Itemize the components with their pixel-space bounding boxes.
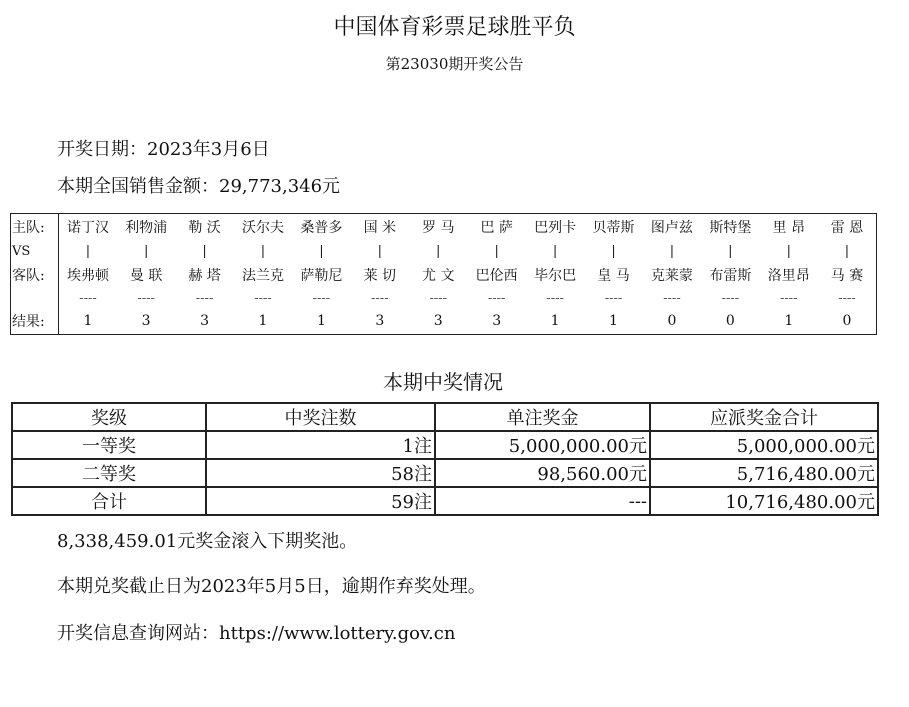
away-team: 尤 文	[422, 268, 455, 284]
prize-count: 58注	[206, 459, 435, 487]
home-team: 巴 萨	[480, 220, 513, 236]
home-team: 里 昂	[772, 220, 805, 236]
away-team: 莱 切	[363, 268, 397, 284]
match-result: 1	[258, 313, 268, 329]
prize-count: 1注	[206, 431, 435, 459]
away-team-row	[11, 262, 877, 288]
away-team: 克莱蒙	[650, 268, 693, 284]
home-team: 勒 沃	[188, 220, 221, 236]
vs-mark: |	[85, 243, 91, 259]
match-result: 3	[141, 313, 151, 329]
sales-amount: 本期全国销售金额：29,773,346元	[57, 176, 341, 197]
vs-mark: |	[260, 243, 266, 259]
prize-count: 59注	[206, 487, 435, 515]
separator-mark: ----	[195, 290, 214, 306]
vs-mark: |	[728, 243, 733, 259]
page-subtitle: 第23030期开奖公告	[385, 55, 524, 73]
header-total-prize: 应派奖金合计	[650, 403, 878, 431]
vs-mark: |	[786, 243, 791, 259]
home-team: 利物浦	[125, 220, 168, 236]
result-row	[11, 308, 877, 335]
away-team: 巴伦西	[475, 268, 518, 284]
separator-mark: ----	[663, 290, 681, 306]
away-team: 布雷斯	[709, 268, 752, 284]
separator-mark: ----	[254, 290, 272, 306]
draw-date: 开奖日期：2023年3月6日	[57, 139, 270, 160]
separator-mark: ----	[546, 290, 564, 306]
header-count: 中奖注数	[206, 403, 435, 431]
home-team: 雷 恩	[830, 220, 864, 236]
away-team: 萨勒尼	[300, 268, 343, 284]
prize-row	[12, 459, 878, 487]
vs-label: VS	[11, 240, 59, 262]
match-result: 1	[550, 313, 560, 329]
prize-level: 一等奖	[12, 431, 206, 459]
result-label: 结果:	[11, 308, 59, 335]
match-result: 3	[492, 313, 502, 329]
deadline-note: 本期兑奖截止日为2023年5月5日，逾期作弃奖处理。	[57, 576, 486, 597]
match-result: 1	[784, 313, 794, 329]
prize-row	[12, 487, 878, 515]
match-result: 3	[375, 313, 385, 329]
away-team: 毕尔巴	[534, 268, 577, 284]
match-result: 1	[609, 313, 618, 329]
home-team: 国 米	[363, 220, 397, 236]
home-team: 巴列卡	[534, 220, 577, 236]
prize-total: 5,716,480.00元	[650, 459, 878, 487]
away-team: 马 赛	[830, 268, 864, 284]
separator-mark: ----	[137, 290, 155, 306]
separator-mark: ----	[312, 290, 331, 306]
prize-total: 10,716,480.00元	[650, 487, 878, 515]
matches-table	[10, 213, 877, 335]
home-team: 罗 马	[422, 220, 455, 236]
prize-unit: ---	[435, 487, 650, 515]
match-result: 0	[667, 313, 677, 329]
vs-mark: |	[377, 243, 383, 259]
match-result: 3	[200, 313, 210, 329]
away-team: 赫 塔	[188, 268, 221, 284]
home-team: 诺丁汉	[66, 220, 109, 236]
vs-mark: |	[202, 243, 207, 259]
separator-mark: ----	[838, 290, 856, 306]
header-unit-prize: 单注奖金	[435, 403, 650, 431]
match-result: 3	[433, 313, 443, 329]
prize-unit: 5,000,000.00元	[435, 431, 650, 459]
away-team: 皇 马	[597, 268, 630, 284]
website-note: 开奖信息查询网站：https://www.lottery.gov.cn	[57, 623, 456, 644]
vs-mark: |	[494, 243, 499, 259]
separator-mark: ----	[371, 290, 389, 306]
separator-mark: ----	[604, 290, 623, 306]
away-team: 洛里昂	[767, 268, 810, 284]
separator-mark: ----	[487, 290, 506, 306]
vs-mark: |	[319, 243, 324, 259]
home-team-row	[11, 214, 877, 241]
match-result: 0	[842, 313, 852, 329]
vs-mark: |	[436, 243, 441, 259]
vs-mark: |	[669, 243, 675, 259]
prize-section-title: 本期中奖情况	[383, 370, 503, 394]
away-label: 客队:	[11, 262, 59, 288]
prize-level: 二等奖	[12, 459, 206, 487]
home-team: 斯特堡	[709, 220, 752, 236]
separator-mark: ----	[779, 290, 798, 306]
vs-mark: |	[552, 243, 558, 259]
vs-row	[11, 240, 877, 262]
match-result: 1	[83, 313, 93, 329]
home-team: 沃尔夫	[241, 220, 284, 236]
prize-unit: 98,560.00元	[435, 459, 650, 487]
away-team: 法兰克	[241, 268, 284, 284]
prize-table	[11, 402, 879, 516]
home-team: 图卢兹	[650, 220, 693, 236]
separator-label-cell	[11, 288, 59, 308]
match-result: 0	[725, 313, 735, 329]
home-team: 贝蒂斯	[592, 220, 635, 236]
page-title: 中国体育彩票足球胜平负	[333, 15, 576, 40]
vs-mark: |	[143, 243, 149, 259]
match-result: 1	[316, 313, 326, 329]
prize-total: 5,000,000.00元	[650, 431, 878, 459]
separator-mark: ----	[79, 290, 97, 306]
home-team: 桑普多	[300, 220, 343, 236]
vs-mark: |	[844, 243, 850, 259]
prize-row	[12, 431, 878, 459]
separator-mark: ----	[721, 290, 740, 306]
vs-mark: |	[611, 243, 616, 259]
rollover-note: 8,338,459.01元奖金滚入下期奖池。	[57, 531, 358, 552]
separator-row	[11, 288, 877, 308]
away-team: 曼 联	[129, 268, 163, 284]
prize-level: 合计	[12, 487, 206, 515]
away-team: 埃弗顿	[66, 268, 109, 284]
separator-mark: ----	[429, 290, 448, 306]
header-level: 奖级	[12, 403, 206, 431]
prize-header-row	[12, 403, 878, 431]
home-label: 主队:	[11, 214, 59, 241]
